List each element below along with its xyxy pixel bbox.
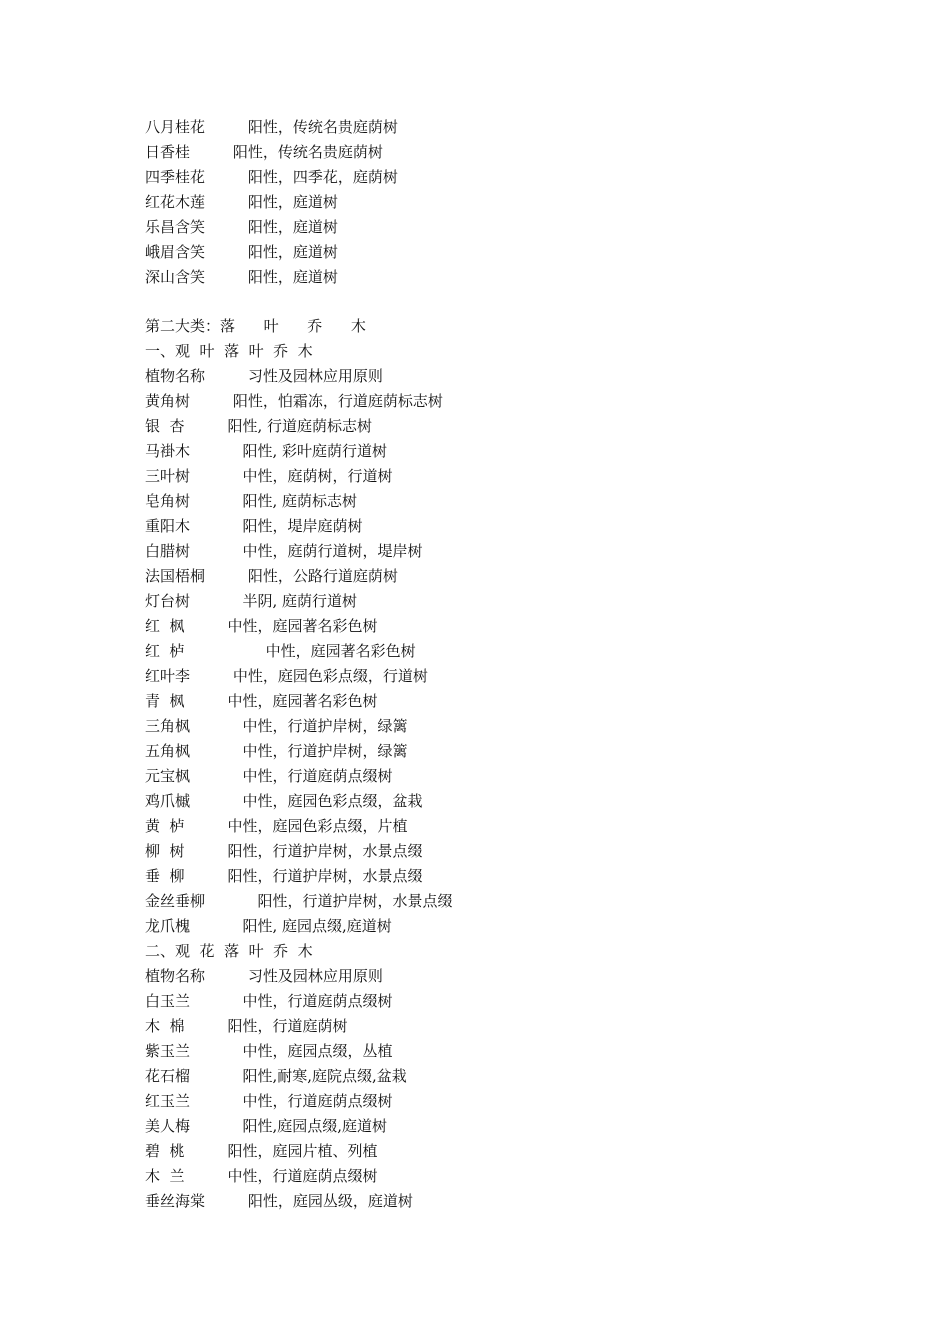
- text-line-19: 灯台树 半阴, 庭荫行道树: [145, 592, 357, 610]
- text-line-36: 木 棉 阳性，行道庭荫树: [145, 1017, 348, 1035]
- text-line-07: 深山含笑 阳性，庭道树: [145, 268, 338, 286]
- text-line-15: 皂角树 阳性, 庭荫标志树: [145, 492, 357, 510]
- text-line-41: 碧 桃 阳性，庭园片植、列植: [145, 1142, 378, 1160]
- text-line-04: 红花木莲 阳性，庭道树: [145, 193, 338, 211]
- text-line-43: 垂丝海棠 阳性，庭园丛级，庭道树: [145, 1192, 413, 1210]
- text-line-38: 花石榴 阳性,耐寒,庭院点缀,盆栽: [145, 1067, 407, 1085]
- text-line-28: 黄 栌 中性，庭园色彩点缀，片植: [145, 817, 408, 835]
- text-line-21: 红 栌 中性，庭园著名彩色树: [145, 642, 416, 660]
- text-line-32: 龙爪槐 阳性, 庭园点缀,庭道树: [145, 917, 392, 935]
- text-line-29: 柳 树 阳性，行道护岸树，水景点缀: [145, 842, 423, 860]
- section-heading-1: 一、观 叶 落 叶 乔 木: [145, 342, 313, 360]
- text-line-42: 木 兰 中性，行道庭荫点缀树: [145, 1167, 378, 1185]
- text-line-30: 垂 柳 阳性，行道护岸树，水景点缀: [145, 867, 423, 885]
- section-heading-2: 二、观 花 落 叶 乔 木: [145, 942, 313, 960]
- text-line-18: 法国梧桐 阳性，公路行道庭荫树: [145, 567, 398, 585]
- text-line-14: 三叶树 中性，庭荫树，行道树: [145, 467, 393, 485]
- text-line-23: 青 枫 中性，庭园著名彩色树: [145, 692, 378, 710]
- text-line-26: 元宝枫 中性，行道庭荫点缀树: [145, 767, 393, 785]
- text-line-35: 白玉兰 中性，行道庭荫点缀树: [145, 992, 393, 1010]
- text-line-22: 红叶李 中性，庭园色彩点缀，行道树: [145, 667, 428, 685]
- text-line-11: 黄角树 阳性，怕霜冻，行道庭荫标志树: [145, 392, 443, 410]
- text-line-16: 重阳木 阳性，堤岸庭荫树: [145, 517, 363, 535]
- text-line-17: 白腊树 中性，庭荫行道树，堤岸树: [145, 542, 423, 560]
- text-line-13: 马褂木 阳性, 彩叶庭荫行道树: [145, 442, 387, 460]
- text-line-40: 美人梅 阳性,庭园点缀,庭道树: [145, 1117, 387, 1135]
- text-line-12: 银 杏 阳性, 行道庭荫标志树: [145, 417, 372, 435]
- text-line-02: 日香桂 阳性，传统名贵庭荫树: [145, 143, 383, 161]
- text-line-20: 红 枫 中性，庭园著名彩色树: [145, 617, 378, 635]
- text-line-25: 五角枫 中性，行道护岸树，绿篱: [145, 742, 408, 760]
- text-line-05: 乐昌含笑 阳性，庭道树: [145, 218, 338, 236]
- text-line-27: 鸡爪槭 中性，庭园色彩点缀，盆栽: [145, 792, 423, 810]
- text-line-31: 金丝垂柳 阳性，行道护岸树，水景点缀: [145, 892, 453, 910]
- text-line-01: 八月桂花 阳性，传统名贵庭荫树: [145, 118, 398, 136]
- text-line-39: 红玉兰 中性，行道庭荫点缀树: [145, 1092, 393, 1110]
- column-header-2: 植物名称 习性及园林应用原则: [145, 967, 383, 985]
- text-line-06: 峨眉含笑 阳性，庭道树: [145, 243, 338, 261]
- column-header-1: 植物名称 习性及园林应用原则: [145, 367, 383, 385]
- text-line-03: 四季桂花 阳性，四季花，庭荫树: [145, 168, 398, 186]
- text-line-37: 紫玉兰 中性，庭园点缀，丛植: [145, 1042, 393, 1060]
- text-line-24: 三角枫 中性，行道护岸树，绿篱: [145, 717, 408, 735]
- category-heading: 第二大类：落 叶 乔 木: [145, 317, 366, 335]
